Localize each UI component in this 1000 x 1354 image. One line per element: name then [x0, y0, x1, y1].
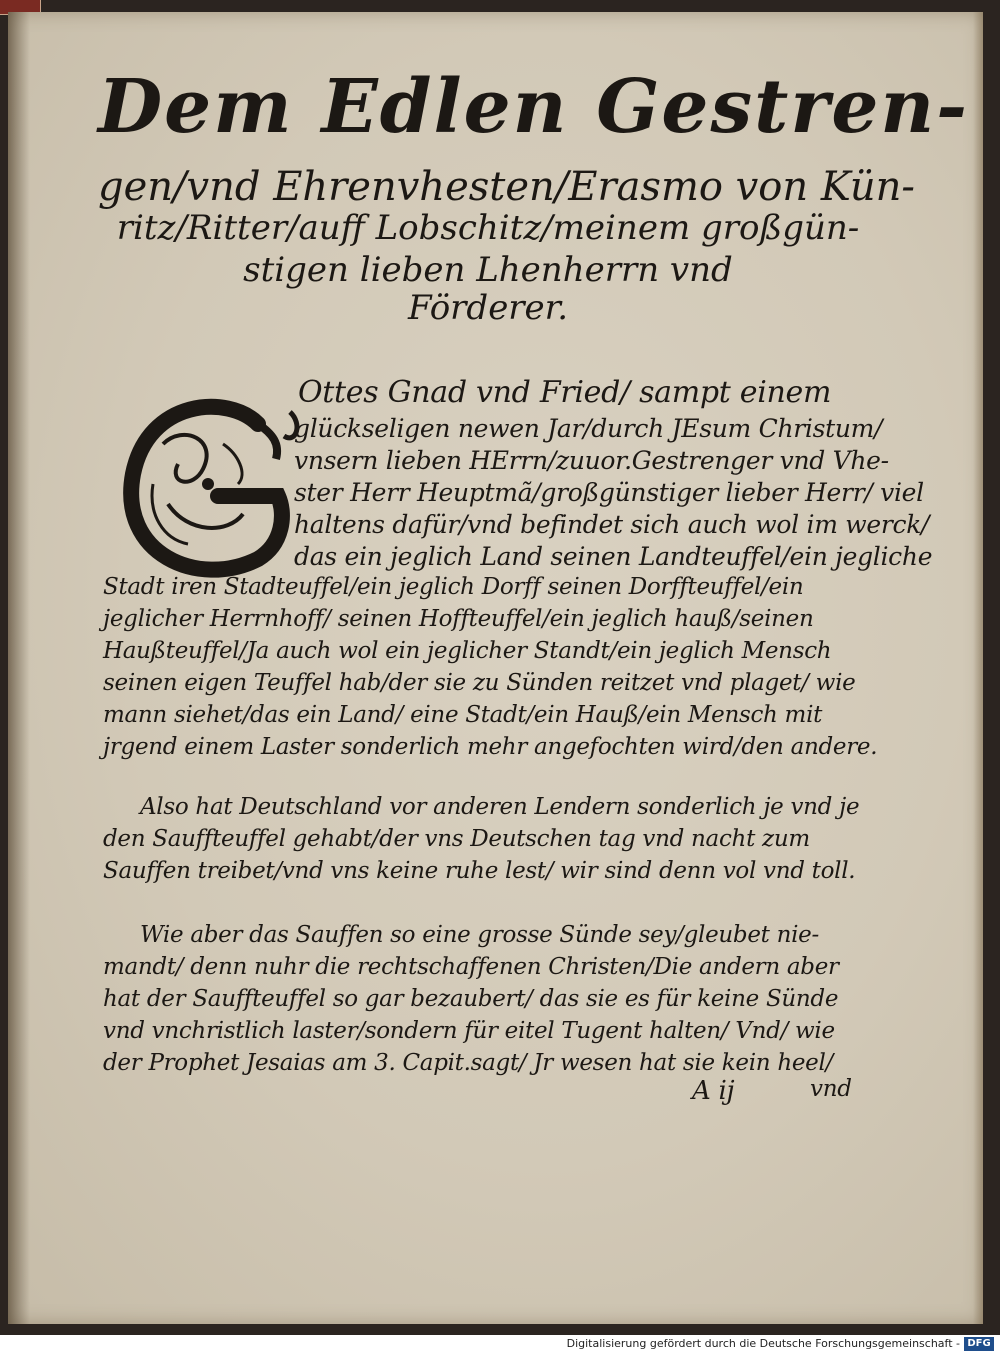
dedication-title-line-3: ritz/Ritter/auff Lobschitz/meinem großgün- [116, 208, 860, 248]
paragraph-2-line-2: den Sauffteuffel gehabt/der vns Deutschen tag vnd nacht zum [103, 826, 810, 852]
paragraph-1-line-3: vnsern lieben HErrn/zuuor.Gestrenger vnd Vhe- [294, 446, 889, 475]
paragraph-3-line-5: der Prophet Jesaias am 3. Capit.sagt/ Jr wesen hat sie kein heel/ [103, 1050, 833, 1076]
paragraph-3-line-4: vnd vnchristlich laster/sondern für eitel Tugent halten/ Vnd/ wie [103, 1018, 835, 1044]
signature-mark: A ij [692, 1076, 735, 1106]
paragraph-3-line-1: Wie aber das Sauffen so eine grosse Sünde sey/gleubet nie- [140, 922, 819, 948]
footer-bar [0, 1335, 1000, 1354]
dedication-title-line-1: Dem Edlen Gestren- [98, 64, 969, 150]
fore-edge-shadow [973, 12, 983, 1324]
book-page [8, 12, 983, 1324]
funding-credit: Digitalisierung gefördert durch die Deutsche Forschungsgemeinschaft - [566, 1337, 960, 1350]
paragraph-2-line-3: Sauffen treibet/vnd vns keine ruhe lest/ wir sind denn vol vnd toll. [103, 858, 856, 884]
paragraph-1-line-5: haltens dafür/vnd befindet sich auch wol im werck/ [294, 510, 930, 539]
paragraph-1-line-11: mann siehet/das ein Land/ eine Stadt/ein Hauß/ein Mensch mit [103, 702, 823, 728]
dedication-title-line-5: Förderer. [407, 288, 569, 328]
dedication-title-line-4: stigen lieben Lhenherrn vnd [243, 250, 733, 290]
gutter-shadow [8, 12, 30, 1324]
paragraph-1-line-10: seinen eigen Teuffel hab/der sie zu Sünden reitzet vnd plaget/ wie [103, 670, 856, 696]
catchword: vnd [810, 1076, 852, 1102]
decorated-initial-g [108, 384, 308, 584]
dfg-logo: DFG [964, 1337, 994, 1351]
paragraph-1-line-6: das ein jeglich Land seinen Landteuffel/ein jegliche [294, 542, 933, 571]
paragraph-3-line-3: hat der Sauffteuffel so gar bezaubert/ das sie es für keine Sünde [103, 986, 839, 1012]
paragraph-1-line-8: jeglicher Herrnhoff/ seinen Hoffteuffel/ein jeglich hauß/seinen [103, 606, 814, 632]
paragraph-1-line-9: Haußteuffel/Ja auch wol ein jeglicher Standt/ein jeglich Mensch [103, 638, 832, 664]
paragraph-1-line-12: jrgend einem Laster sonderlich mehr angefochten wird/den andere. [103, 734, 878, 760]
paragraph-1-line-4: ster Herr Heuptmã/großgünstiger lieber Herr/ viel [294, 478, 924, 507]
paragraph-1-line-1: Ottes Gnad vnd Fried/ sampt einem [298, 375, 832, 410]
paragraph-3-line-2: mandt/ denn nuhr die rechtschaffenen Christen/Die andern aber [103, 954, 839, 980]
paragraph-1-line-7: Stadt iren Stadteuffel/ein jeglich Dorff seinen Dorffteuffel/ein [103, 574, 804, 600]
paragraph-2-line-1: Also hat Deutschland vor anderen Lendern sonderlich je vnd je [140, 794, 860, 820]
dedication-title-line-2: gen/vnd Ehrenvhesten/Erasmo von Kün- [98, 164, 915, 210]
paragraph-1-line-2: glückseligen newen Jar/durch JEsum Christum/ [294, 414, 883, 443]
